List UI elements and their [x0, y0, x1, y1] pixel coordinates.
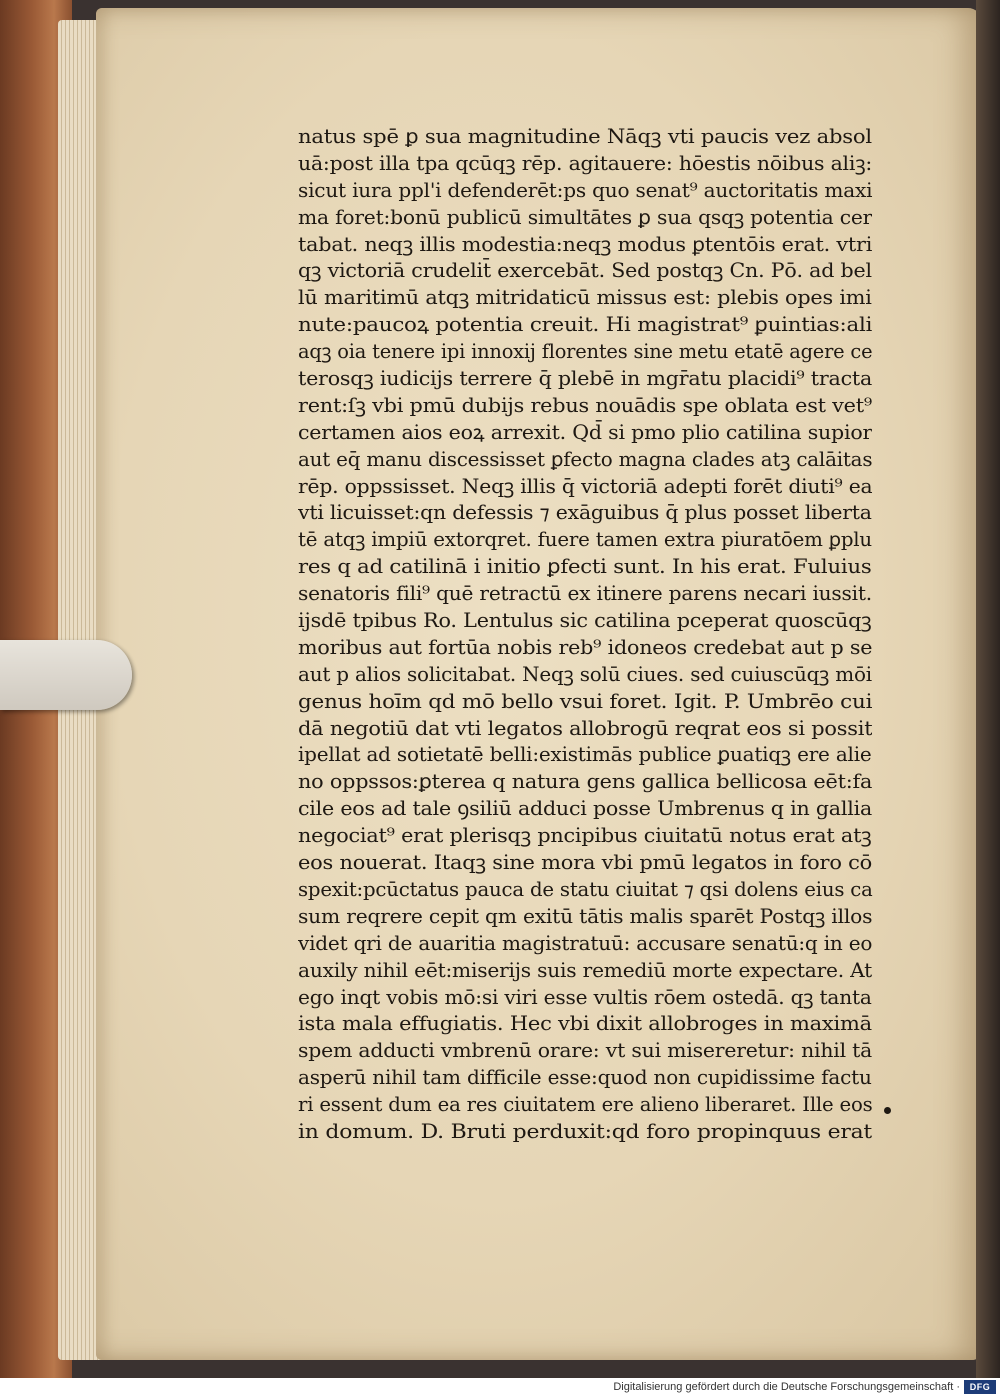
text-line: ma foret:bonū publicū simultātes ꝑ sua qsqꝫ potentia cer — [298, 205, 873, 229]
text-line: moribus aut fortūa nobis reb⁹ idoneos credebat aut p se — [298, 635, 872, 659]
footer-credit: Digitalisierung gefördert durch die Deutsche Forschungsgemeinschaft · — [613, 1381, 960, 1393]
text-line: tē atqꝫ impiū extorqret. fuere tamen extra piuratōem ꝑplu — [298, 528, 872, 552]
text-line: ri essent dum ea res ciuitatem ere alieno liberaret. Ille eos — [298, 1093, 873, 1117]
text-line: ijsdē tpibus Ro. Lentulus sic catilina pceperat quoscūqꝫ — [298, 609, 872, 633]
text-line: aqꝫ oia tenere ipi innoxij florentes sine metu etatē agere ce — [298, 340, 873, 364]
text-line: ipellat ad sotietatē belli:existimās publice ꝑuatiqꝫ ere alie — [298, 743, 872, 767]
text-line: res q ad catilinā i initio ꝑfecti sunt. In his erat. Fuluius — [298, 555, 872, 579]
dfg-logo-icon: DFG — [964, 1380, 996, 1394]
text-line: asperū nihil tam difficile esse:quod non cupidissime factu — [298, 1066, 872, 1090]
text-line: ego inqt vobis mō:si viri esse vultis rōem ostedā. qꝫ tanta — [298, 985, 872, 1009]
text-line: terosqꝫ iudicijs terrere q̄ plebē in mgr̄atu placidi⁹ tracta — [298, 367, 872, 391]
page-gutter — [976, 0, 1000, 1378]
text-line: spexit:pcūctatus pauca de statu ciuitat ⁊ qsi dolens eius ca — [298, 877, 873, 901]
text-line: cile eos ad tale ꝯsiliū adduci posse Umbrenus q in gallia — [298, 797, 872, 821]
text-line: certamen aios eoꝝ arrexit. Qd̄ si pmo plio catilina supior — [298, 420, 872, 444]
ink-dot — [884, 1107, 891, 1114]
text-line: vti licuisset:qn defessis ⁊ exāguibus q̄ plus posset liberta — [298, 501, 872, 525]
text-line: in domum. D. Bruti perduxit:qd foro propinquus erat — [298, 1119, 872, 1143]
text-line: spem adducti vmbrenū orare: vt sui misereretur: nihil tā — [298, 1039, 872, 1063]
text-line: ista mala effugiatis. Hec vbi dixit allobroges in maximā — [298, 1012, 872, 1036]
text-line: dā negotiū dat vti legatos allobrogū reqrat eos si possit — [298, 716, 873, 740]
text-line: rēp. oppssisset. Neqꝫ illis q̄ victoriā adepti forēt diuti⁹ ea — [298, 474, 873, 498]
text-line: videt qri de auaritia magistratuū: accusare senatū:q in eo — [298, 931, 873, 955]
text-line: auxily nihil eēt:miserijs suis remediū morte expectare. At — [298, 958, 872, 982]
text-line: no oppssos:ꝑterea q natura gens gallica bellicosa eēt:fa — [298, 770, 873, 794]
text-line: sicut iura ppl'i defenderēt:ps quo senat⁹ auctoritatis maxi — [298, 178, 873, 202]
text-line: aut p alios solicitabat. Neqꝫ solū ciues. sed cuiuscūqꝫ mōi — [298, 662, 872, 686]
text-line: lū maritimū atqꝫ mitridaticū missus est: plebis opes imi — [298, 286, 872, 310]
text-line: aut eq̄ manu discessisset ꝑfecto magna clades atꝫ calāitas — [298, 447, 873, 471]
text-line: eos nouerat. Itaqꝫ sine mora vbi pmū legatos in foro cō — [298, 851, 873, 875]
text-line: uā:post illa tpa qcūqꝫ rēp. agitauere: hōestis nōibus aliꝫ: — [298, 151, 872, 175]
text-line: qꝫ victoriā crudelit̄ exercebāt. Sed postqꝫ Cn. Pō. ad bel — [298, 259, 872, 283]
footer-bar — [0, 1378, 1000, 1398]
text-line: genus hoīm qd mō bello vsui foret. Igit. P. Umbrēo cui — [298, 689, 873, 713]
text-line: senatoris fili⁹ quē retractū ex itinere parens necari iussit. — [298, 582, 872, 606]
printed-text-block — [298, 124, 878, 1146]
text-line: negociat⁹ erat plerisqꝫ pncipibus ciuitatū notus erat atꝫ — [298, 824, 872, 848]
clasp-strap — [0, 640, 132, 710]
text-line: sum reqrere cepit qm exitū tātis malis sparēt Postqꝫ illos — [298, 904, 873, 928]
text-line: nute:paucoꝝ potentia creuit. Hi magistrat⁹ ꝑuintias:ali — [298, 313, 872, 337]
text-line: rent:ſꝫ vbi pmū dubijs rebus nouādis spe oblata est vet⁹ — [298, 393, 873, 417]
text-line: tabat. neqꝫ illis modestia:neqꝫ modus ꝑtentōis erat. vtri — [298, 232, 873, 256]
text-line: natus spē ꝑ sua magnitudine Nāqꝫ vti paucis vez absol — [298, 125, 872, 148]
